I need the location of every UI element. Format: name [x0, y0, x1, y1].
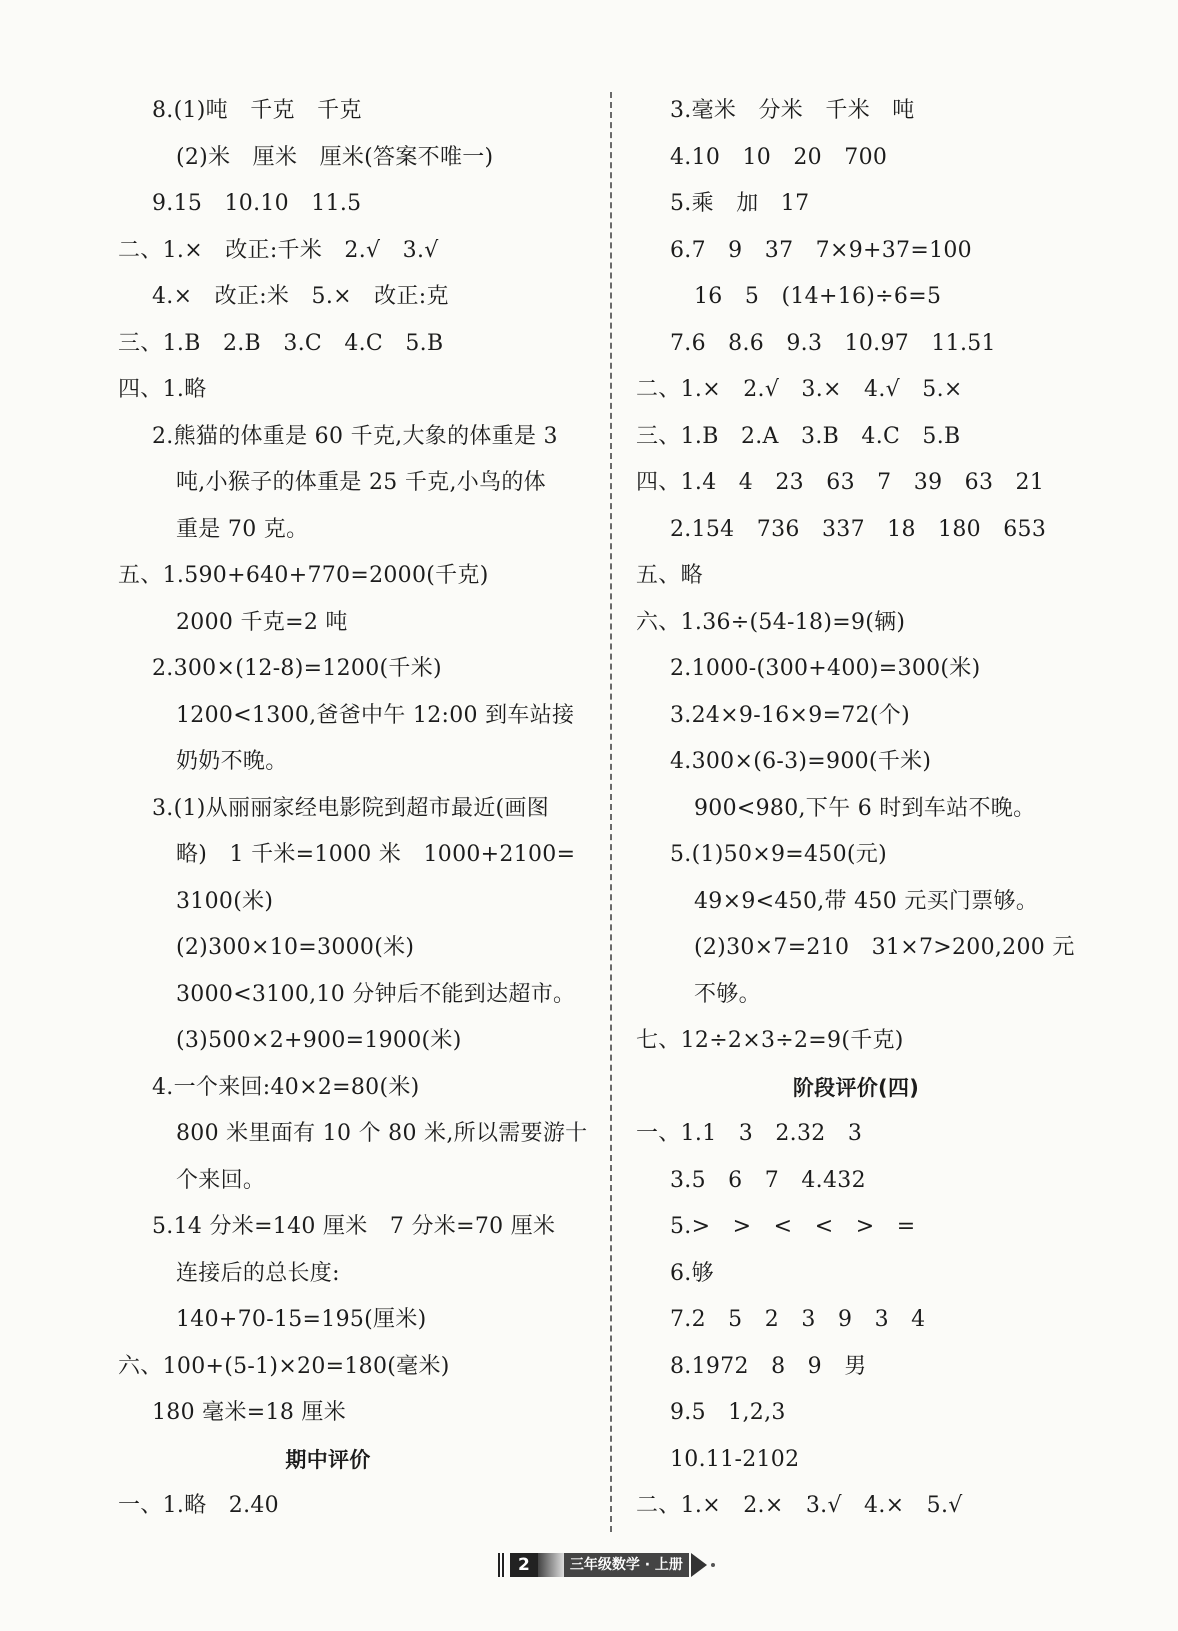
answer-line: 3.毫米 分米 千米 吨	[670, 98, 915, 123]
answer-line: 140+70-15=195(厘米)	[176, 1307, 427, 1332]
answer-line: (3)500×2+900=1900(米)	[176, 1028, 462, 1053]
answer-line: 不够。	[694, 981, 761, 1007]
answer-line: 6.7 9 37 7×9+37=100	[670, 237, 972, 263]
answer-line: (2)米 厘米 厘米(答案不唯一)	[176, 144, 494, 170]
answer-line: 吨,小猴子的体重是 25 千克,小鸟的体	[176, 470, 546, 495]
answer-line: 7.2 5 2 3 9 3 4	[670, 1307, 926, 1332]
answer-line: 16 5 (14+16)÷6=5	[694, 284, 942, 309]
answer-line: 1200<1300,爸爸中午 12:00 到车站接	[176, 702, 575, 728]
answer-line: 4.10 10 20 700	[670, 144, 888, 170]
answer-line: 2.1000-(300+400)=300(米)	[670, 656, 981, 681]
answer-line: 二、1.× 改正:千米 2.√ 3.√	[118, 237, 439, 263]
answer-line: 2.154 736 337 18 180 653	[670, 516, 1047, 542]
answer-line: 8.1972 8 9 男	[670, 1353, 867, 1379]
answer-line: 7.6 8.6 9.3 10.97 11.51	[670, 330, 996, 356]
dot-icon	[711, 1563, 715, 1567]
answer-line: 9.5 1,2,3	[670, 1400, 786, 1425]
answer-line: 3100(米)	[176, 888, 274, 914]
section-title: 阶段评价(四)	[792, 1075, 920, 1100]
answer-line: 六、1.36÷(54-18)=9(辆)	[636, 609, 906, 635]
answer-line: 五、1.590+640+770=2000(千克)	[118, 563, 489, 588]
answer-line: 4.一个来回:40×2=80(米)	[152, 1074, 420, 1100]
answer-line: 七、12÷2×3÷2=9(千克)	[636, 1028, 904, 1053]
arrow-right-icon	[691, 1553, 707, 1577]
answer-line: 4.300×(6-3)=900(千米)	[670, 749, 932, 774]
answer-line: 3.24×9-16×9=72(个)	[670, 702, 910, 728]
answer-line: 5.> > < < > =	[670, 1214, 916, 1239]
answer-line: 六、100+(5-1)×20=180(毫米)	[118, 1353, 450, 1379]
page-number: 2	[510, 1553, 538, 1577]
answer-line: 连接后的总长度:	[176, 1260, 340, 1286]
answer-line: 9.15 10.10 11.5	[152, 191, 362, 216]
answer-line: 2.熊猫的体重是 60 千克,大象的体重是 3	[152, 423, 558, 449]
answer-line: 二、1.× 2.√ 3.× 4.√ 5.×	[636, 377, 963, 402]
answer-line: 三、1.B 2.A 3.B 4.C 5.B	[636, 423, 961, 449]
answer-line: 800 米里面有 10 个 80 米,所以需要游十	[176, 1121, 588, 1146]
answer-line: 3000<3100,10 分钟后不能到达超市。	[176, 981, 576, 1007]
answer-line: 3.5 6 7 4.432	[670, 1167, 866, 1193]
answer-line: 10.11-2102	[670, 1446, 800, 1472]
answer-line: 四、1.4 4 23 63 7 39 63 21	[636, 470, 1045, 495]
column-divider	[610, 92, 612, 1532]
answer-line: (2)30×7=210 31×7>200,200 元	[694, 935, 1075, 960]
answer-line: 3.(1)从丽丽家经电影院到超市最近(画图	[152, 795, 550, 821]
page-footer	[498, 1551, 715, 1579]
answer-line: 一、1.1 3 2.32 3	[636, 1121, 863, 1146]
answer-line: 49×9<450,带 450 元买门票够。	[694, 888, 1039, 914]
answer-line: 四、1.略	[118, 377, 207, 402]
answer-line: 4.× 改正:米 5.× 改正:克	[152, 284, 449, 309]
left-column	[118, 88, 598, 1530]
answer-line: 8.(1)吨 千克 千克	[152, 98, 362, 123]
answer-line: 900<980,下午 6 时到车站不晚。	[694, 795, 1036, 821]
answer-line: 5.(1)50×9=450(元)	[670, 842, 887, 867]
answer-line: 5.14 分米=140 厘米 7 分米=70 厘米	[152, 1214, 556, 1239]
answer-line: 6.够	[670, 1260, 714, 1286]
answer-line: (2)300×10=3000(米)	[176, 935, 415, 960]
answer-line: 5.乘 加 17	[670, 191, 810, 216]
answer-line: 奶奶不晚。	[176, 749, 288, 774]
answer-line: 五、略	[636, 563, 703, 588]
section-title: 期中评价	[285, 1447, 371, 1472]
answer-line: 三、1.B 2.B 3.C 4.C 5.B	[118, 330, 444, 356]
footer-stripe-icon	[498, 1553, 506, 1577]
right-column	[636, 88, 1136, 1530]
answer-line: 2.300×(12-8)=1200(千米)	[152, 656, 442, 681]
book-subject: 三年级数学 · 上册	[564, 1553, 689, 1577]
answer-line: 2000 千克=2 吨	[176, 609, 348, 635]
answer-line: 略) 1 千米=1000 米 1000+2100=	[176, 842, 576, 867]
answer-line: 重是 70 克。	[176, 516, 309, 542]
answer-line: 一、1.略 2.40	[118, 1493, 279, 1518]
answer-line: 180 毫米=18 厘米	[152, 1400, 347, 1425]
footer-gradient	[538, 1553, 564, 1577]
answer-line: 个来回。	[176, 1167, 266, 1193]
answer-line: 二、1.× 2.× 3.√ 4.× 5.√	[636, 1493, 963, 1518]
